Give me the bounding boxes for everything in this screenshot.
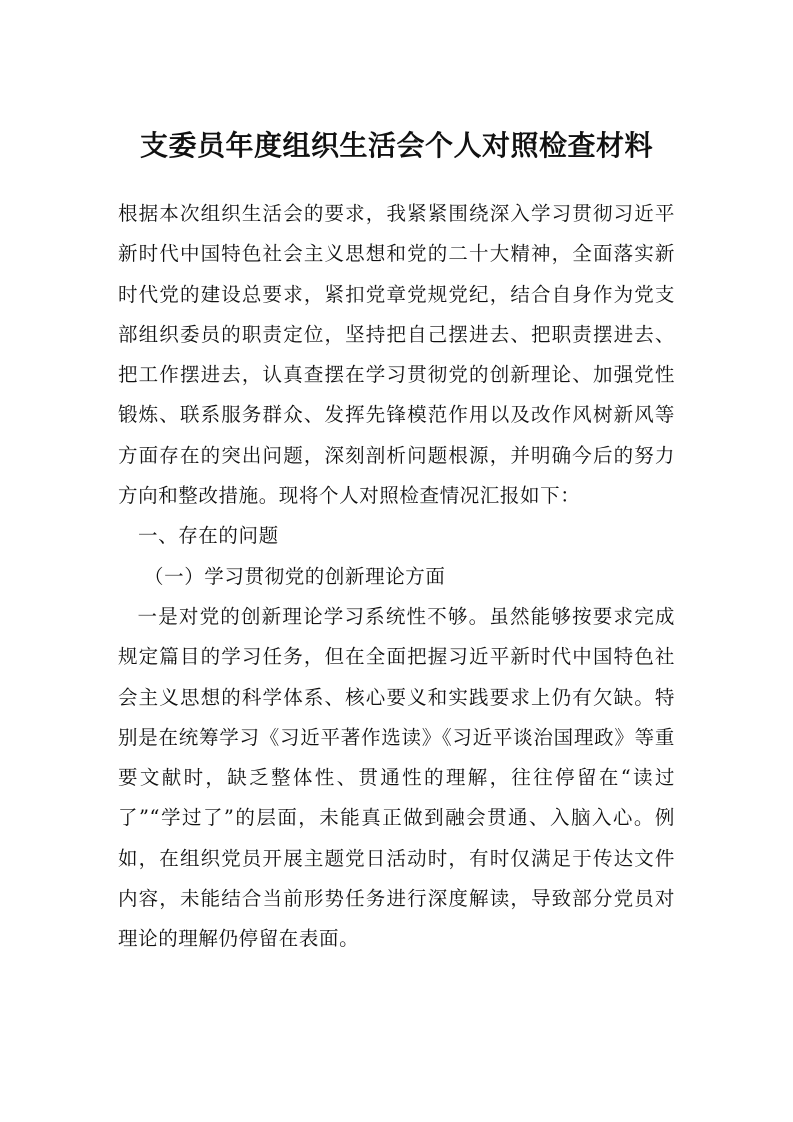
intro-paragraph: 根据本次组织生活会的要求，我紧紧围绕深入学习贯彻习近平新时代中国特色社会主义思想和党的二十大精神，全面落实新时代党的建设总要求，紧扣党章党规党纪，结合自身作为党支部组织委员的职责定位，坚持把自己摆进去、把职责摆进去、把工作摆进去，认真查摆在学习贯彻党的创新理论、加强党性锻炼、联系服务群众、发挥先锋模范作用以及改作风树新风等方面存在的突出问题，深刻剖析问题根源，并明确今后的努力方向和整改措施。现将个人对照检查情况汇报如下：	[118, 202, 675, 508]
section-heading-problems: 一、存在的问题	[138, 524, 279, 548]
body-paragraph-theory-study: 一是对党的创新理论学习系统性不够。虽然能够按要求完成规定篇目的学习任务，但在全面把握习近平新时代中国特色社会主义思想的科学体系、核心要义和实践要求上仍有欠缺。特别是在统筹学习《习近平著作选读》《习近平谈治国理政》等重要文献时，缺乏整体性、贯通性的理解，往往停留在“读过了”“学过了”的层面，未能真正做到融会贯通、入脑入心。例如，在组织党员开展主题党日活动时，有时仅满足于传达文件内容，未能结合当前形势任务进行深度解读，导致部分党员对理论的理解仍停留在表面。	[118, 604, 675, 951]
subsection-heading-theory-study: （一）学习贯彻党的创新理论方面	[144, 564, 446, 588]
document-title: 支委员年度组织生活会个人对照检查材料	[139, 129, 653, 162]
